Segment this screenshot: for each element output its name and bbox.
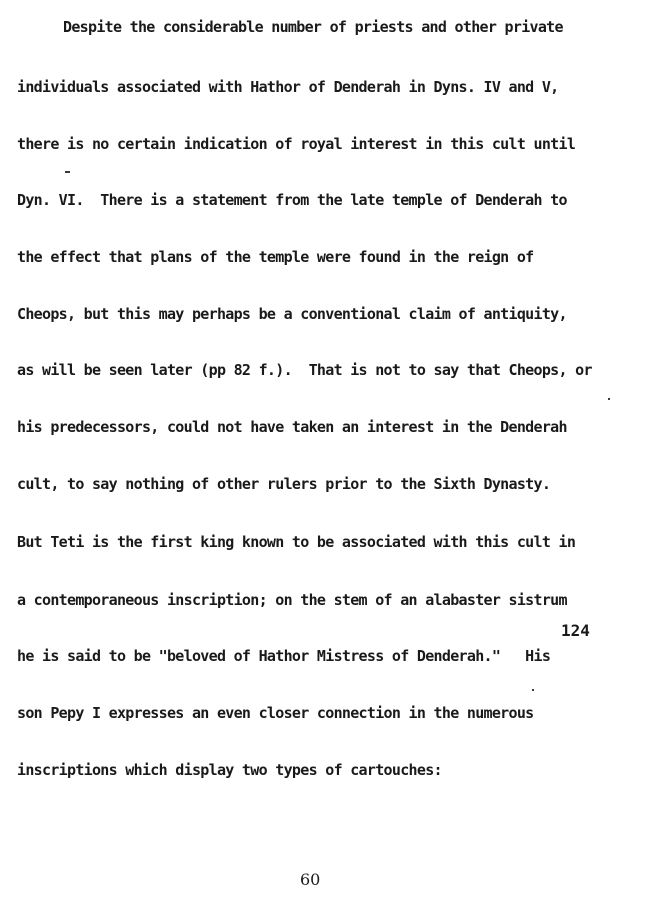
page-number: 60 [300,870,321,889]
text-line-7: as will be seen later (pp 82 f.). That is not to say that Cheops, or [17,361,592,379]
text-line-13: son Pepy I expresses an even closer connection in the numerous [17,704,534,722]
scan-speck [532,689,534,691]
text-line-5: the effect that plans of the temple were found in the reign of [17,248,534,266]
text-line-6: Cheops, but this may perhaps be a conventional claim of antiquity, [17,305,567,323]
text-line-11: a contemporaneous inscription; on the stem of an alabaster sistrum [17,591,567,609]
text-line-3: there is no certain indication of royal interest in this cult until [17,135,576,153]
text-line-1: Despite the considerable number of priests and other private [63,18,563,36]
footnote-reference: 124 [561,621,590,640]
scan-speck [65,171,70,173]
text-line-10: But Teti is the first king known to be associated with this cult in [17,533,576,551]
text-line-9: cult, to say nothing of other rulers prior to the Sixth Dynasty. [17,475,551,493]
text-line-12: he is said to be "beloved of Hathor Mistress of Denderah." His [17,647,551,665]
text-line-8: his predecessors, could not have taken an interest in the Denderah [17,418,567,436]
text-line-14: inscriptions which display two types of cartouches: [17,761,442,779]
scan-speck [608,398,610,400]
text-line-2: individuals associated with Hathor of Denderah in Dyns. IV and V, [17,78,559,96]
text-line-4: Dyn. VI. There is a statement from the late temple of Denderah to [17,191,567,209]
